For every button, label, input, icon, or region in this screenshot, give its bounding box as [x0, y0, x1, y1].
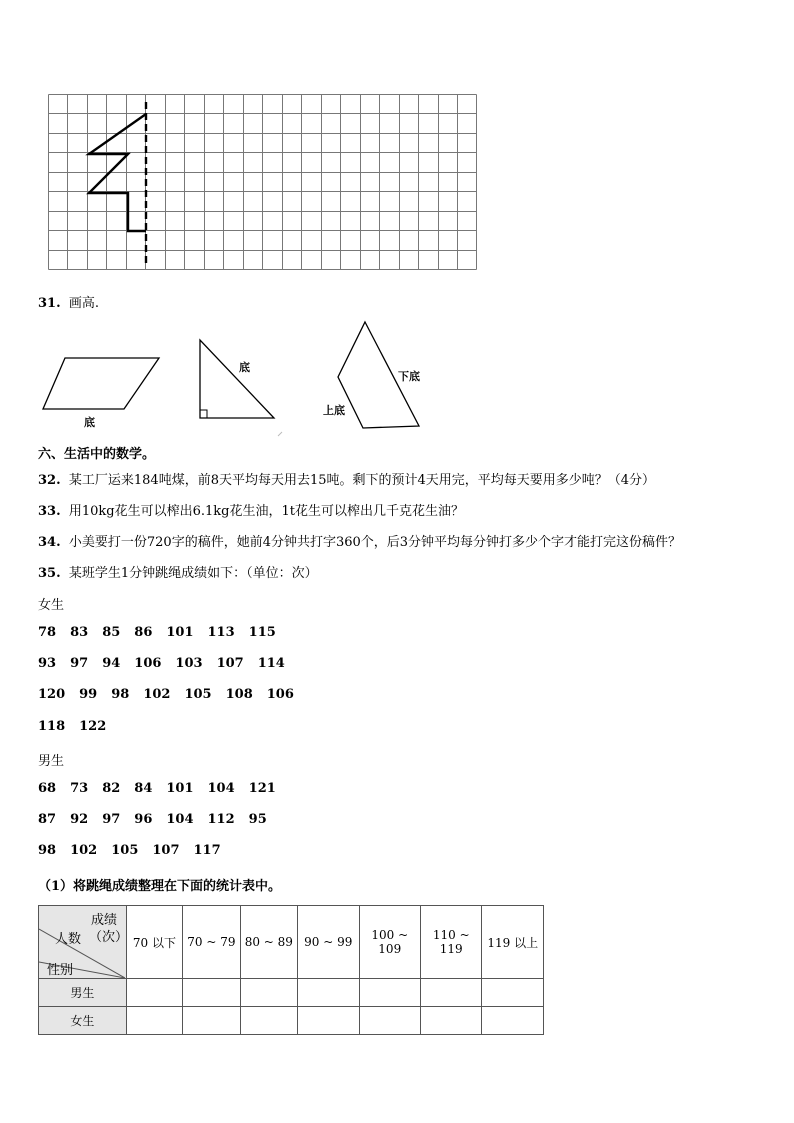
table-cell	[126, 979, 182, 1007]
column-header: 70 ~ 79	[183, 906, 240, 979]
column-header: 90 ~ 99	[298, 906, 359, 979]
table-cell	[421, 979, 482, 1007]
sub-question-1: （1）将跳绳成绩整理在下面的统计表中。	[38, 879, 282, 894]
boys-label: 男生	[38, 754, 65, 769]
table-cell	[183, 1007, 240, 1035]
row-label: 男生	[39, 979, 127, 1007]
header-count: 人数	[55, 932, 82, 947]
header-unit: （次）	[89, 930, 129, 945]
parallelogram-figure	[38, 352, 168, 432]
trapezoid-figure	[318, 318, 428, 434]
q32: 32. 某工厂运来184吨煤，前8天平均每天用去15吨。剩下的预计4天用完，平均每天要用多少吨？（4分）	[38, 473, 656, 488]
row-label: 女生	[39, 1007, 127, 1035]
parallelogram-base-label: 底	[84, 416, 95, 429]
symmetry-grid	[48, 94, 478, 272]
q31: 31. 画高.	[38, 296, 100, 311]
header-gender: 性别	[47, 963, 74, 978]
triangle-base-label: 底	[239, 361, 250, 374]
table-cell	[482, 1007, 544, 1035]
column-header: 110 ~ 119	[421, 906, 482, 979]
q35: 35. 某班学生1分钟跳绳成绩如下：（单位：次）	[38, 566, 318, 581]
girls-row-2: 93 97 94 106 103 107 114	[38, 656, 285, 671]
table-cell	[298, 979, 359, 1007]
boys-row-1: 68 73 82 84 101 104 121	[38, 781, 276, 796]
q34: 34. 小美要打一份720字的稿件，她前4分钟共打字360个，后3分钟平均每分钟打多少个字才能打完这份稿件？	[38, 535, 682, 550]
table-cell	[240, 979, 297, 1007]
trapezoid-upper-label: 上底	[323, 404, 345, 417]
table-cell	[359, 979, 420, 1007]
table-row	[39, 1007, 544, 1035]
column-header: 100 ~ 109	[359, 906, 420, 979]
column-header: 119 以上	[482, 906, 544, 979]
girls-row-1: 78 83 85 86 101 113 115	[38, 625, 276, 640]
table-cell	[359, 1007, 420, 1035]
table-cell	[298, 1007, 359, 1035]
section-6-title: 六、生活中的数学。	[38, 447, 156, 462]
header-score: 成绩	[91, 913, 118, 928]
girls-row-4: 118 122	[38, 719, 107, 734]
table-row	[39, 979, 544, 1007]
trapezoid-lower-label: 下底	[398, 370, 420, 383]
table-diagonal-header	[39, 906, 127, 979]
q33: 33. 用10kg花生可以榨出6.1kg花生油，1t花生可以榨出几千克花生油？	[38, 504, 465, 519]
girls-label: 女生	[38, 598, 65, 613]
right-triangle-figure	[194, 334, 290, 442]
table-cell	[482, 979, 544, 1007]
boys-row-2: 87 92 97 96 104 112 95	[38, 812, 267, 827]
column-header: 80 ~ 89	[240, 906, 297, 979]
table-cell	[183, 979, 240, 1007]
column-header: 70 以下	[126, 906, 182, 979]
table-cell	[421, 1007, 482, 1035]
table-cell	[240, 1007, 297, 1035]
girls-row-3: 120 99 98 102 105 108 106	[38, 687, 294, 702]
boys-row-3: 98 102 105 107 117	[38, 843, 221, 858]
stats-table	[38, 905, 544, 1035]
table-cell	[126, 1007, 182, 1035]
